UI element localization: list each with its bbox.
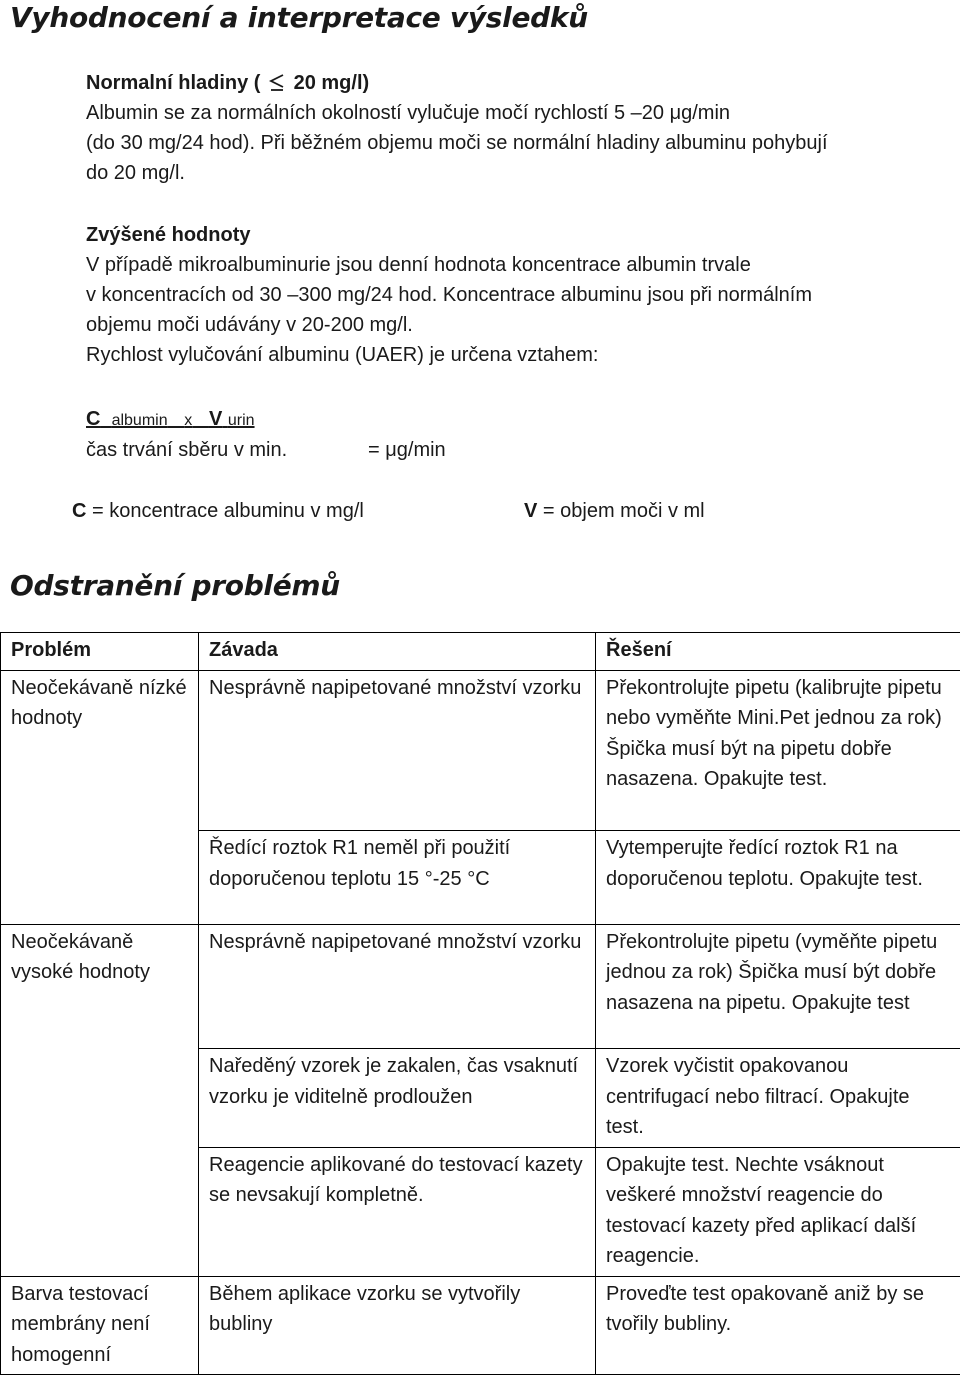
table-row <box>1 1147 960 1276</box>
cell-fault: Nesprávně napipetované množství vzorku <box>199 670 596 831</box>
table-row <box>1 670 960 831</box>
results-heading: Vyhodnocení a interpretace výsledků <box>10 0 588 36</box>
formula-v-symbol: V <box>209 408 222 430</box>
cell-fault: Naředěný vzorek je zakalen, čas vsaknutí vzorku je viditelně prodloužen <box>199 1049 596 1148</box>
normal-text-line: do 20 mg/l. <box>86 158 946 188</box>
normal-text-line: (do 30 mg/24 hod). Při běžném objemu moči se normální hladiny albuminu pohybují <box>86 128 946 158</box>
header-solution: Řešení <box>596 633 960 671</box>
elevated-text-line: v koncentracích od 30 –300 mg/24 hod. Koncentrace albuminu jsou při normálním <box>86 280 946 310</box>
formula-numerator <box>86 404 255 436</box>
troubleshooting-heading: Odstranění problémů <box>10 568 340 604</box>
elevated-title: Zvýšené hodnoty <box>86 220 946 250</box>
formula-c-subscript: albumin <box>112 412 168 429</box>
cell-fault: Reagencie aplikované do testovací kazety se nevsakují kompletně. <box>199 1147 596 1276</box>
table-row <box>1 831 960 925</box>
cell-solution: Vzorek vyčistit opakovanou centrifugací nebo filtrací. Opakujte test. <box>596 1049 960 1148</box>
table-row <box>1 1276 960 1375</box>
table-row <box>1 1049 960 1148</box>
cell-fault: Během aplikace vzorku se vytvořily bubliny <box>199 1276 596 1375</box>
elevated-section <box>86 220 946 370</box>
normal-levels-title: Normalní hladiny ( 20 mg/l) <box>86 68 946 98</box>
cell-problem: Barva testovací membrány není homogenní <box>1 1276 199 1375</box>
formula-v-subscript: urin <box>228 412 255 429</box>
troubleshooting-table <box>0 632 960 1375</box>
formula-c-symbol: C <box>86 408 100 430</box>
cell-solution: Překontrolujte pipetu (vyměňte pipetu jednou za rok) Špička musí být dobře nasazena na pipetu. Opakujte test <box>596 924 960 1049</box>
cell-solution: Vytemperujte ředící roztok R1 na doporučenou teplotu. Opakujte test. <box>596 831 960 925</box>
cell-problem: Neočekávaně vysoké hodnoty <box>1 924 199 1049</box>
normal-text-line: Albumin se za normálních okolností vylučuje močí rychlostí 5 –20 μg/min <box>86 98 946 128</box>
elevated-text-line: Rychlost vylučování albuminu (UAER) je určena vztahem: <box>86 340 946 370</box>
elevated-text-line: V případě mikroalbuminurie jsou denní hodnota koncentrace albumin trvale <box>86 250 946 280</box>
table-header-row <box>1 633 960 671</box>
cell-solution: Překontrolujte pipetu (kalibrujte pipetu nebo vyměňte Mini.Pet jednou za rok) Špička musí být na pipetu dobře nasazena. Opakujte test. <box>596 670 960 831</box>
cell-solution: Proveďte test opakovaně aniž by se tvořily bubliny. <box>596 1276 960 1375</box>
header-fault: Závada <box>199 633 596 671</box>
table-row <box>1 924 960 1049</box>
formula-times: x <box>184 412 192 429</box>
elevated-text-line: objemu moči udávány v 20-200 mg/l. <box>86 310 946 340</box>
cell-fault: Ředící roztok R1 neměl při použití doporučenou teplotu 15 °-25 °C <box>199 831 596 925</box>
normal-levels-section <box>86 68 946 188</box>
less-or-equal-icon <box>266 72 288 92</box>
cell-problem: Neočekávaně nízké hodnoty <box>1 670 199 831</box>
definition-c: C = koncentrace albuminu v mg/l <box>72 496 364 526</box>
cell-solution: Opakujte test. Nechte vsáknout veškeré množství reagencie do testovací kazety před aplikací další reagencie. <box>596 1147 960 1276</box>
formula-denominator: čas trvání sběru v min. <box>86 435 287 465</box>
definition-v: V = objem moči v ml <box>524 496 705 526</box>
header-problem: Problém <box>1 633 199 671</box>
cell-fault: Nesprávně napipetované množství vzorku <box>199 924 596 1049</box>
cell-problem <box>1 1147 199 1276</box>
formula-result: = μg/min <box>368 435 446 465</box>
cell-problem <box>1 831 199 925</box>
cell-problem <box>1 1049 199 1148</box>
